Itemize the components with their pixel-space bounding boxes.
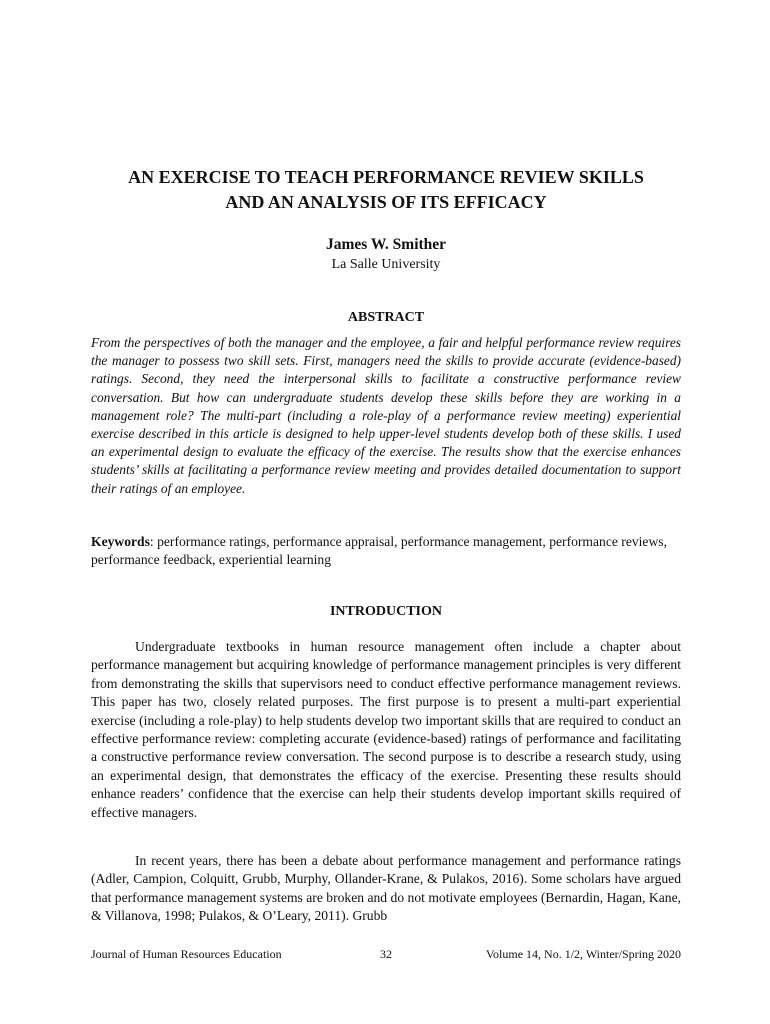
- keywords-text: : performance ratings, performance appraisal, performance management, performance reviews, performance feedback, experiential learning: [91, 534, 667, 568]
- abstract-heading: ABSTRACT: [347, 310, 425, 325]
- paper-page: [91, 0, 681, 1024]
- footer-journal-name: Journal of Human Resources Education: [91, 947, 282, 961]
- author-affiliation: La Salle University: [331, 257, 441, 272]
- keywords-label: Keywords: [91, 534, 150, 549]
- introduction-paragraph-2: In recent years, there has been a debate about performance management and performance ratings (Adler, Campion, Colquitt, Grubb, Murphy, Ollander-Krane, & Pulakos, 2016). Some scholars have argued that performance management systems are broken and do not motivate employees (Bernardin, Hagan, Kane, & Villanova, 1998; Pulakos, & O’Leary, 2011). Grubb: [91, 853, 681, 924]
- title-line-1: AN EXERCISE TO TEACH PERFORMANCE REVIEW SKILLS: [128, 167, 644, 187]
- paper-title: [91, 165, 681, 215]
- introduction-paragraph-1: Undergraduate textbooks in human resource management often include a chapter about performance management but acquiring knowledge of performance management principles is very different from demonstrating the skills that supervisors need to conduct effective performance management reviews. This paper has two, closely related purposes. The first purpose is to present a multi-part experiential exercise (including a role-play) to help students develop two important skills that are required to conduct an effective performance review: completing accurate (evidence-based) ratings of performance and facilitating a constructive performance review conversation. The second purpose is to describe a research study, using an experimental design, that demonstrates the efficacy of the exercise. Presenting these results should enhance readers’ confidence that the exercise can help their students develop important skills required of effective managers.: [91, 639, 681, 820]
- author-name: James W. Smither: [325, 236, 447, 253]
- introduction-heading: INTRODUCTION: [329, 604, 442, 619]
- title-line-2: AND AN ANALYSIS OF ITS EFFICACY: [225, 192, 547, 212]
- footer-page-number: 32: [380, 947, 392, 961]
- abstract-text: From the perspectives of both the manager and the employee, a fair and helpful performance review requires the manager to possess two skill sets. First, managers need the skills to provide accurate (evidence-based) ratings. Second, they need the interpersonal skills to facilitate a constructive performance review conversation. But how can undergraduate students develop these skills before they are working in a management role? The multi-part (including a role-play of a performance review meeting) experiential exercise described in this article is designed to help upper-level students develop both of these skills. I used an experimental design to evaluate the efficacy of the exercise. The results show that the exercise enhances students’ skills at facilitating a performance review meeting and provides detailed documentation to support their ratings of an employee.: [91, 335, 681, 496]
- footer-volume-info: Volume 14, No. 1/2, Winter/Spring 2020: [485, 947, 681, 961]
- keywords-paragraph: [91, 533, 681, 570]
